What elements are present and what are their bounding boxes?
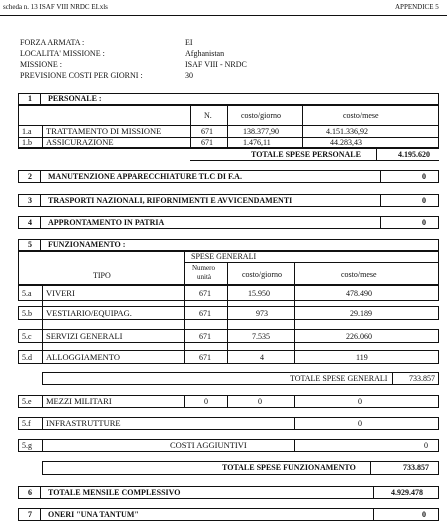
s1-row-b-giorno: 1.476,11: [243, 138, 271, 147]
s1-row-b-label: ASSICURAZIONE: [46, 137, 114, 147]
s5-total-generali-label: TOTALE SPESE GENERALI: [290, 374, 388, 383]
s5-f-mese: 0: [358, 419, 362, 428]
s1-vl-code: [42, 125, 43, 148]
s1-vl-n: [190, 105, 191, 148]
s5-d-n: 671: [199, 353, 211, 362]
s5-vl-3: [294, 262, 295, 285]
s5-vl-m: [294, 285, 295, 364]
missione-value: ISAF VIII - NRDC: [185, 60, 247, 69]
s3-divider-r: [380, 194, 381, 207]
section-7-num: 7: [28, 510, 32, 519]
s6-divider: [40, 486, 41, 499]
s5-c-code: 5.c: [22, 332, 32, 341]
s5-col-numero: Numero: [192, 264, 215, 272]
localita-label: LOCALITA' MISSIONE :: [20, 49, 105, 58]
s5-c-giorno: 7.535: [252, 332, 270, 341]
s4-divider: [40, 216, 41, 229]
s1-row-a-mese: 4.151.336,92: [326, 127, 368, 136]
s5f-vl-1: [42, 417, 43, 430]
section-2-value: 0: [422, 172, 426, 181]
s5-a-giorno: 15.950: [248, 289, 270, 298]
s5-spese-generali: SPESE GENERALI: [191, 252, 257, 261]
s5-vl-n: [184, 285, 185, 364]
s5-c-label: SERVIZI GENERALI: [46, 331, 123, 341]
s1-vl-mese: [302, 105, 303, 148]
section-5-title: FUNZIONAMENTO :: [48, 240, 126, 249]
previsione-label: PREVISIONE COSTI PER GIORNI :: [20, 71, 143, 80]
s5-d-mese: 119: [356, 353, 368, 362]
forza-value: EI: [185, 38, 193, 47]
section-1-title: PERSONALE :: [48, 94, 102, 103]
s1-row-a-label: TRATTAMENTO DI MISSIONE: [46, 126, 162, 136]
s5-total-generali-value: 733.857: [409, 374, 435, 383]
s5-f-label: INFRASTRUTTURE: [46, 418, 121, 428]
s5f-vl-2: [294, 417, 295, 430]
s5-g-code: 5.g: [22, 441, 32, 450]
s5-tg-divider: [392, 372, 393, 385]
section-3-num: 3: [28, 196, 32, 205]
s5-f-code: 5.f: [22, 419, 31, 428]
s1-row-b-mese: 44.283,43: [330, 138, 362, 147]
s5-total-funz-value: 733.857: [403, 463, 429, 472]
s5-e-n: 0: [204, 397, 208, 406]
s4-divider-r: [380, 216, 381, 229]
s5-c-mese: 226.060: [346, 332, 372, 341]
s5e-vl-3: [227, 395, 228, 408]
s6-divider-r: [373, 486, 374, 499]
s5e-vl-2: [184, 395, 185, 408]
file-label: scheda n. 13 ISAF VIII NRDC EI.xls: [3, 3, 108, 11]
s7-divider-r: [373, 508, 374, 521]
section-2-title: MANUTENZIONE APPARECCHIATURE TLC DI F.A.: [48, 172, 242, 181]
s7-divider: [40, 508, 41, 521]
appendix-label: APPENDICE 5: [395, 3, 439, 11]
s5-tf-divider: [370, 461, 371, 475]
s1-vl-giorno: [227, 105, 228, 148]
section-4-title: APPRONTAMENTO IN PATRIA: [48, 218, 165, 227]
s5-vl-code: [42, 285, 43, 364]
s1-col-mese: costo/mese: [343, 111, 379, 120]
s5-vl-1: [184, 251, 185, 285]
section-2-num: 2: [28, 172, 32, 181]
localita-value: Afghanistan: [185, 49, 225, 58]
s1-col-n: N.: [204, 111, 212, 120]
s5e-vl-4: [294, 395, 295, 408]
s1-row-b-code: 1.b: [22, 138, 32, 147]
s5-a-n: 671: [199, 289, 211, 298]
s2-divider-r: [380, 170, 381, 183]
s5-head-rule: [184, 262, 439, 263]
missione-label: MISSIONE :: [20, 60, 63, 69]
forza-label: FORZA ARMATA :: [20, 38, 85, 47]
s5-g-value: 0: [424, 441, 428, 450]
s5-d-giorno: 4: [260, 353, 264, 362]
s1-col-giorno: costo/giorno: [241, 111, 281, 120]
s1-row-a-n: 671: [201, 127, 213, 136]
s5-e-label: MEZZI MILITARI: [46, 396, 112, 406]
section-6-title: TOTALE MENSILE COMPLESSIVO: [48, 488, 181, 497]
section-1-num: 1: [28, 94, 32, 103]
s5-d-label: ALLOGGIAMENTO: [46, 352, 120, 362]
s5-b-mese: 29.189: [350, 309, 372, 318]
section-7-value: 0: [422, 510, 426, 519]
section-1-divider: [40, 93, 41, 105]
s5-col-mese: costo/mese: [341, 270, 377, 279]
s5g-vl-1: [42, 439, 43, 452]
s5-a-mese: 478.490: [346, 289, 372, 298]
s1-total-label: TOTALE SPESE PERSONALE: [251, 150, 361, 159]
s5-total-funz-label: TOTALE SPESE FUNZIONAMENTO: [222, 463, 356, 472]
header-rule: [0, 15, 447, 16]
s1-row-a-giorno: 138.377,90: [243, 127, 279, 136]
section-4-num: 4: [28, 218, 32, 227]
s1-row-a-code: 1.a: [22, 127, 32, 136]
s5-b-giorno: 973: [256, 309, 268, 318]
s1-total-divider: [376, 148, 377, 160]
s5-e-giorno: 0: [258, 397, 262, 406]
s5-b-n: 671: [199, 309, 211, 318]
section-5-num: 5: [28, 240, 32, 249]
s5-vl-g: [227, 285, 228, 364]
s5-col-unita: unità: [197, 273, 211, 281]
s5-a-label: VIVERI: [46, 288, 75, 298]
section-3-title: TRASPORTI NAZIONALI, RIFORNIMENTI E AVVICENDAMENTI: [48, 196, 293, 205]
s5g-vl-2: [294, 439, 295, 452]
section-7-title: ONERI "UNA TANTUM": [48, 510, 139, 519]
section-3-value: 0: [422, 196, 426, 205]
s5-a-code: 5.a: [22, 289, 32, 298]
s5-divider: [40, 239, 41, 251]
s5-col-tipo: TIPO: [93, 271, 111, 280]
s5-c-n: 671: [199, 332, 211, 341]
s5-b-label: VESTIARIO/EQUIPAG.: [46, 308, 132, 318]
s1-total-rule: [190, 160, 439, 161]
section-4-value: 0: [422, 218, 426, 227]
s5-e-mese: 0: [358, 397, 362, 406]
s3-divider: [40, 194, 41, 207]
section-6-value: 4.929.478: [391, 488, 423, 497]
s5-col-giorno: costo/giorno: [242, 270, 282, 279]
s5-vl-2: [227, 262, 228, 285]
s1-total-value: 4.195.620: [398, 150, 430, 159]
s5-g-label: COSTI AGGIUNTIVI: [170, 440, 247, 450]
s5-b-code: 5.b: [22, 309, 32, 318]
s5-e-code: 5.e: [22, 397, 32, 406]
s5-d-code: 5.d: [22, 353, 32, 362]
s1-row-b-n: 671: [201, 138, 213, 147]
previsione-value: 30: [185, 71, 193, 80]
section-6-num: 6: [28, 488, 32, 497]
s2-divider: [40, 170, 41, 183]
s5-row-a: [18, 285, 439, 301]
s5e-vl-1: [42, 395, 43, 408]
